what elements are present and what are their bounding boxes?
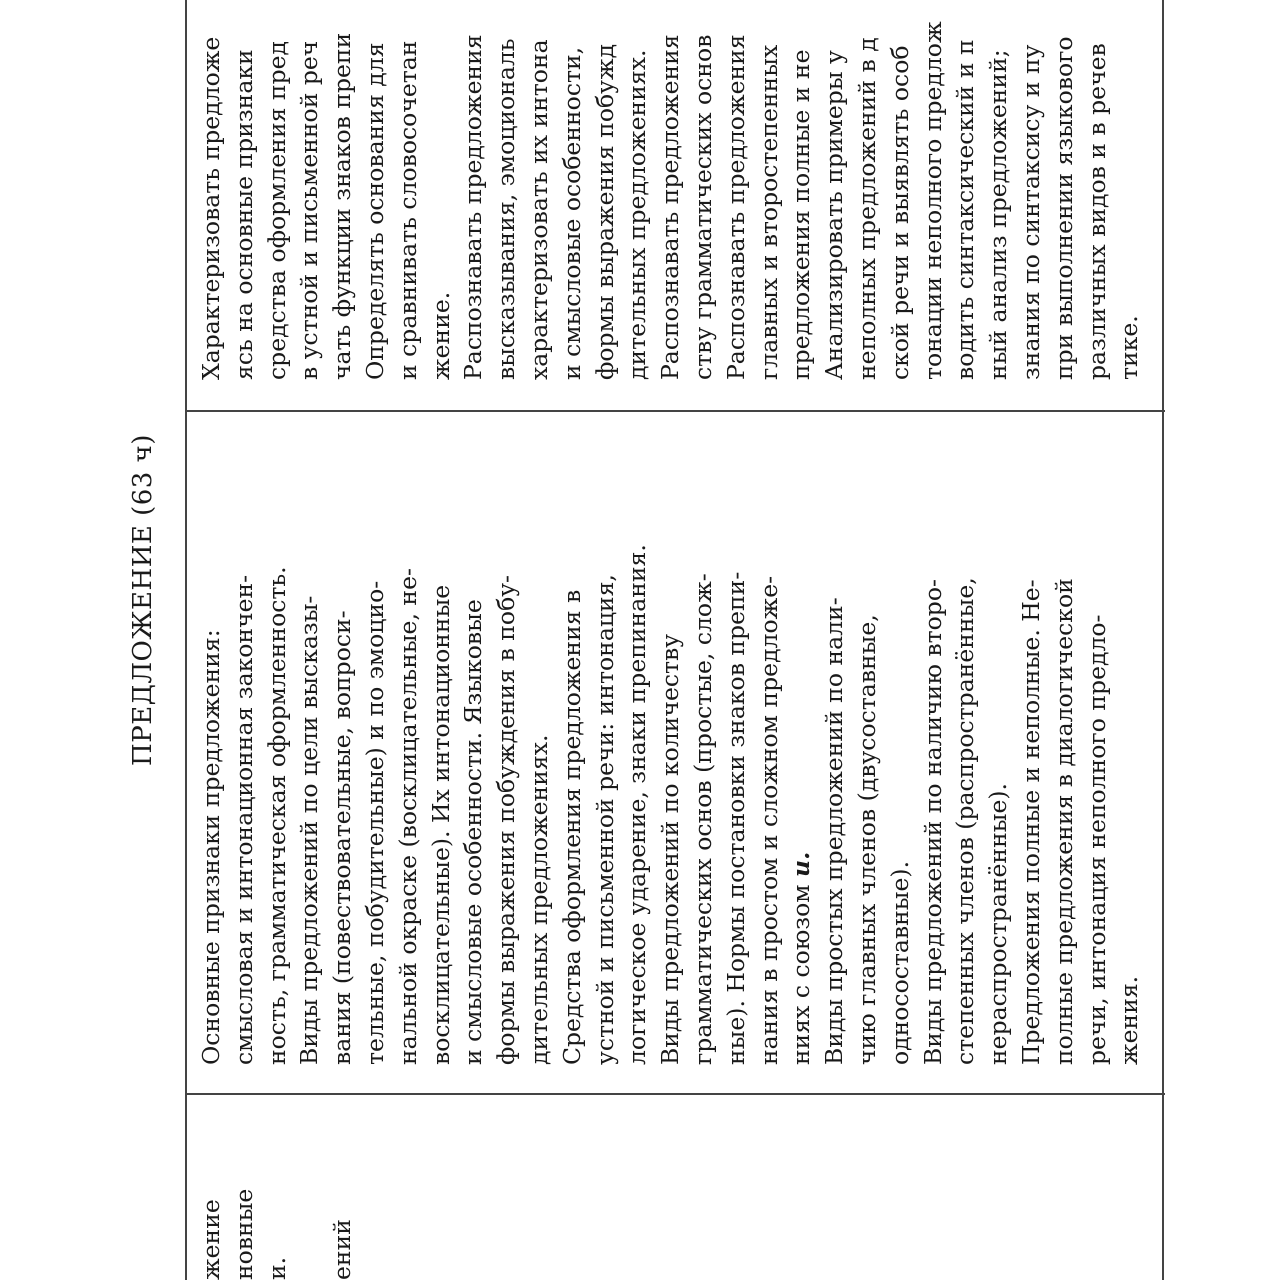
text-line: высказывания, эмоциональ <box>492 38 521 380</box>
text-line: речи, интонация неполного предло- <box>1082 614 1111 1065</box>
text-line: и. <box>262 1256 291 1280</box>
left-column <box>195 1095 359 1280</box>
text-line: логическое ударение, знаки препинания. <box>623 544 652 1065</box>
text-line: односоставные). <box>885 860 914 1065</box>
activities-column <box>195 0 1146 380</box>
conjunction-text: и. <box>787 851 816 877</box>
text-line: дительных предложениях. <box>524 734 553 1065</box>
text-line: Виды предложений по количеству <box>656 633 685 1065</box>
text-line: ений <box>328 1219 357 1280</box>
text-line: Виды простых предложений по нали- <box>820 597 849 1065</box>
text-line: новные <box>229 1188 258 1280</box>
text-line: полные предложения в диалогической <box>1049 578 1078 1065</box>
text-line: Анализировать примеры у <box>820 50 849 380</box>
text-line: устной и письменной речи: интонация, <box>590 574 619 1065</box>
text-line: Предложения полные и неполные. Не- <box>1016 579 1045 1065</box>
text-line: ниях с союзом и. <box>787 851 816 1065</box>
section-title: ПРЕДЛОЖЕНИЕ (63 ч) <box>128 434 158 766</box>
text-line: формы выражения побужд <box>590 43 619 380</box>
column-divider-right <box>185 410 1165 412</box>
text-line <box>293 1095 326 1280</box>
text-line: ясь на основные признаки <box>229 49 258 380</box>
text-line: чию главных членов (двусоставные, <box>852 614 881 1065</box>
text-line: водить синтаксический и п <box>951 39 980 380</box>
text-line: Виды предложений по цели высказы- <box>295 595 324 1065</box>
text-line: различных видов и в речев <box>1082 43 1111 380</box>
text-line: средства оформления пред <box>262 40 291 380</box>
text-line: чать функции знаков препи <box>328 32 357 380</box>
text-line: смысловая и интонационная закончен- <box>229 574 258 1065</box>
text-line: вания (повествовательные, вопроси- <box>328 610 357 1065</box>
table-bottom-border <box>1162 0 1164 1280</box>
text-line: Средства оформления предложения в <box>557 589 586 1065</box>
text-line: нальной окраске (восклицательные, не- <box>393 568 422 1065</box>
text-line: тельные, побудительные) и по эмоцио- <box>360 580 389 1065</box>
text-line: предложения полные и не <box>787 49 816 380</box>
text-line: жения. <box>1115 975 1144 1065</box>
text-line: Распознавать предложения <box>459 34 488 380</box>
text-line: дительных предложениях. <box>623 49 652 380</box>
text-line: знания по синтаксису и пу <box>1016 44 1045 380</box>
text-line: жение. <box>426 291 455 380</box>
text-line: Характеризовать предложе <box>197 36 225 380</box>
text-line: нераспространённые). <box>984 783 1013 1065</box>
text-line: нания в простом и сложном предложе- <box>754 575 783 1065</box>
text-line: степенных членов (распространённые, <box>951 577 980 1065</box>
text-line: Основные признаки предложения: <box>197 629 225 1065</box>
text-line: жение <box>197 1199 225 1280</box>
content-column <box>195 415 1146 1065</box>
text-line: тике. <box>1115 315 1144 380</box>
text-line: при выполнении языкового <box>1049 36 1078 380</box>
table-top-border <box>185 0 187 1280</box>
text-line: Виды предложений по наличию второ- <box>918 579 947 1065</box>
text-line: неполных предложений в д <box>852 37 881 380</box>
text-line: Распознавать предложения <box>656 34 685 380</box>
text-line: Определять основания для <box>360 42 389 380</box>
text-line: и смысловые особенности, <box>557 46 586 380</box>
text-line: Распознавать предложения <box>721 34 750 380</box>
text-line: ный анализ предложений; <box>984 49 1013 380</box>
text-line: грамматических основ (простые, слож- <box>688 573 717 1065</box>
text-line: ные). Нормы постановки знаков препи- <box>721 571 750 1065</box>
text-line: характеризовать их интона <box>524 39 553 380</box>
text-line: восклицательные). Их интонационные <box>426 584 455 1065</box>
text-line: тонации неполного предлож <box>918 21 947 380</box>
text-line: главных и второстепенных <box>754 44 783 380</box>
text-line: и смысловые особенности. Языковые <box>459 599 488 1065</box>
text-line: ность, грамматическая оформленность. <box>262 566 291 1065</box>
text-line: и сравнивать словосочетан <box>393 40 422 380</box>
text-line: ству грамматических основ <box>688 34 717 380</box>
text-line: формы выражения побуждения в побу- <box>492 574 521 1065</box>
text-line: в устной и письменной реч <box>295 40 324 380</box>
text-line: ской речи и выявлять особ <box>885 45 914 380</box>
